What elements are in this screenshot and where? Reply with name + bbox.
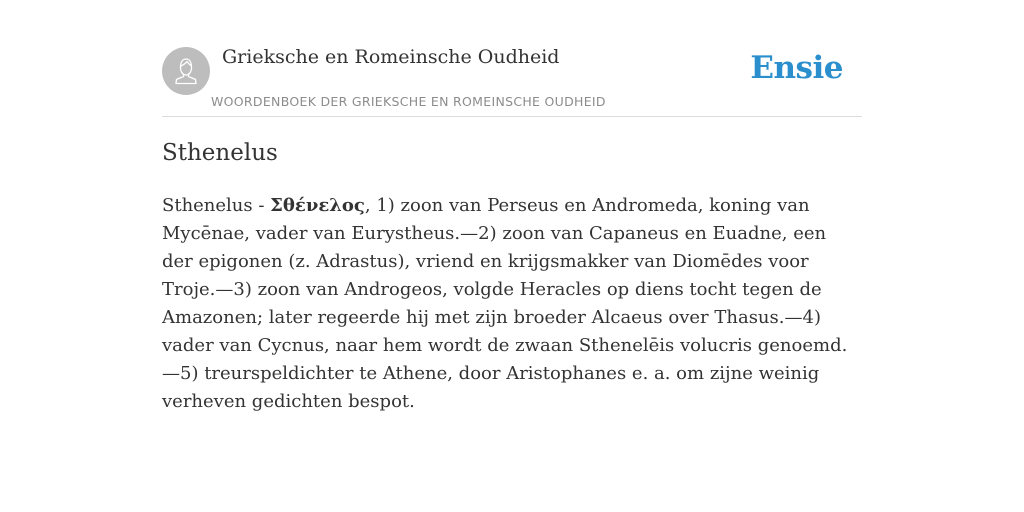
source-title-link[interactable]: Grieksche en Romeinsche Oudheid [222, 46, 560, 68]
entry-headword: Sthenelus [162, 140, 278, 166]
definition-term: Sthenelus - [162, 195, 271, 216]
brand-logo-link[interactable]: Ensie [750, 50, 843, 86]
source-subtitle-link[interactable]: WOORDENBOEK DER GRIEKSCHE EN ROMEINSCHE OUDHEID [211, 94, 606, 109]
user-icon [162, 47, 210, 95]
avatar[interactable] [162, 47, 210, 95]
source-header [162, 44, 862, 117]
definition-greek-term: Σθένελος [270, 195, 365, 216]
definition-text: , 1) zoon van Perseus en Andromeda, koning van Mycēnae, vader van Eurystheus.—2) zoon van Capaneus en Euadne, een der epigonen (z. Adrastus), vriend en krijgsmakker van Diomēdes voor Troje.—3) zoon van Androgeos, volgde Heracles op diens tocht tegen de Amazonen; later regeerde hij met zijn broeder Alcaeus over Thasus.—4) vader van Cycnus, naar hem wordt de zwaan Sthenelēis volucris genoemd.—5) treurspeldichter te Athene, door Aristophanes e. a. om zijne weinig verheven gedichten bespot. [162, 195, 848, 412]
entry-definition [162, 192, 862, 416]
